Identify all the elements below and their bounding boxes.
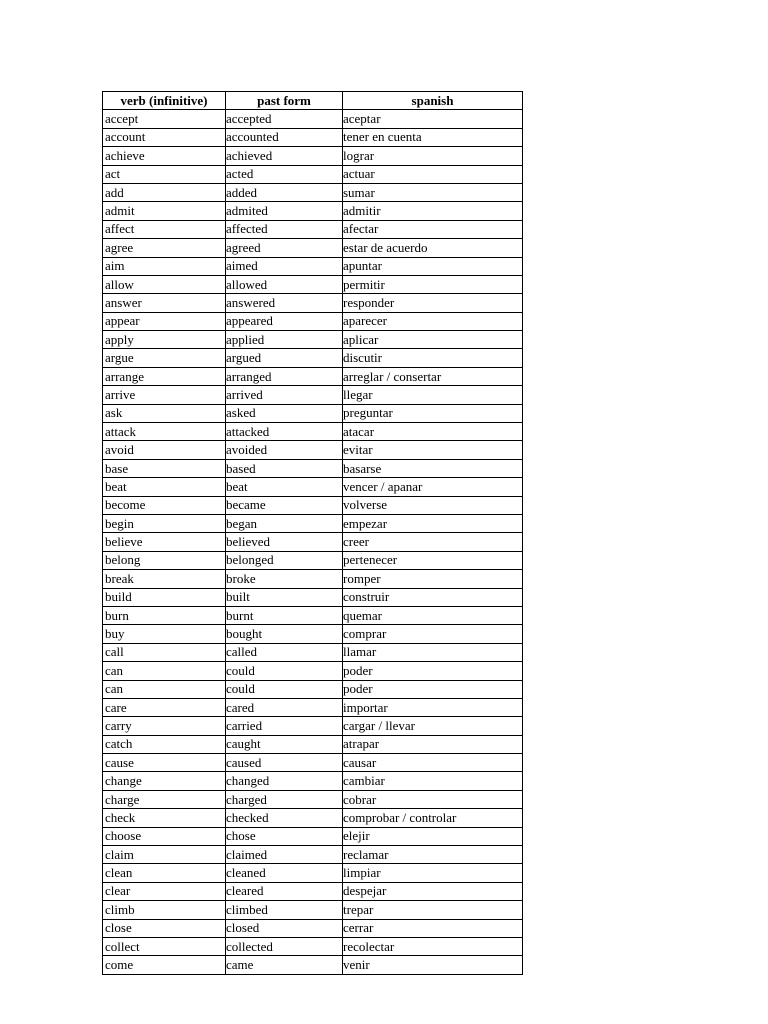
cell-verb: choose xyxy=(103,827,226,845)
cell-spanish: estar de acuerdo xyxy=(343,239,523,257)
table-row xyxy=(103,754,523,772)
cell-verb: agree xyxy=(103,239,226,257)
table-row xyxy=(103,202,523,220)
table-row xyxy=(103,128,523,146)
cell-verb: buy xyxy=(103,625,226,643)
table-row xyxy=(103,790,523,808)
table-row xyxy=(103,588,523,606)
cell-verb: achieve xyxy=(103,147,226,165)
cell-spanish: poder xyxy=(343,662,523,680)
cell-past-form: accepted xyxy=(226,110,343,128)
table-row xyxy=(103,919,523,937)
cell-verb: build xyxy=(103,588,226,606)
table-row xyxy=(103,717,523,735)
cell-past-form: admited xyxy=(226,202,343,220)
table-row xyxy=(103,846,523,864)
cell-spanish: responder xyxy=(343,294,523,312)
cell-verb: collect xyxy=(103,937,226,955)
cell-spanish: comprobar / controlar xyxy=(343,809,523,827)
table-row xyxy=(103,294,523,312)
cell-spanish: aparecer xyxy=(343,312,523,330)
cell-verb: beat xyxy=(103,478,226,496)
header-verb-infinitive: verb (infinitive) xyxy=(103,92,226,110)
cell-past-form: accounted xyxy=(226,128,343,146)
table-row xyxy=(103,478,523,496)
cell-verb: claim xyxy=(103,846,226,864)
cell-spanish: poder xyxy=(343,680,523,698)
cell-verb: close xyxy=(103,919,226,937)
cell-spanish: recolectar xyxy=(343,937,523,955)
cell-verb: arrange xyxy=(103,367,226,385)
cell-spanish: elejir xyxy=(343,827,523,845)
cell-verb: change xyxy=(103,772,226,790)
table-row xyxy=(103,735,523,753)
cell-spanish: tener en cuenta xyxy=(343,128,523,146)
cell-past-form: climbed xyxy=(226,901,343,919)
cell-past-form: argued xyxy=(226,349,343,367)
cell-verb: accept xyxy=(103,110,226,128)
cell-verb: can xyxy=(103,662,226,680)
cell-past-form: added xyxy=(226,183,343,201)
cell-past-form: agreed xyxy=(226,239,343,257)
table-row xyxy=(103,331,523,349)
table-row xyxy=(103,772,523,790)
cell-past-form: closed xyxy=(226,919,343,937)
cell-spanish: preguntar xyxy=(343,404,523,422)
cell-spanish: admitir xyxy=(343,202,523,220)
cell-past-form: based xyxy=(226,459,343,477)
table-row xyxy=(103,698,523,716)
cell-past-form: collected xyxy=(226,937,343,955)
cell-spanish: permitir xyxy=(343,275,523,293)
cell-past-form: beat xyxy=(226,478,343,496)
table-row xyxy=(103,312,523,330)
table-row xyxy=(103,349,523,367)
cell-verb: arrive xyxy=(103,386,226,404)
cell-verb: care xyxy=(103,698,226,716)
cell-verb: clear xyxy=(103,882,226,900)
table-row xyxy=(103,147,523,165)
table-row xyxy=(103,110,523,128)
cell-verb: attack xyxy=(103,423,226,441)
cell-past-form: cared xyxy=(226,698,343,716)
cell-spanish: venir xyxy=(343,956,523,974)
cell-verb: allow xyxy=(103,275,226,293)
table-row xyxy=(103,809,523,827)
cell-past-form: avoided xyxy=(226,441,343,459)
table-row xyxy=(103,882,523,900)
cell-spanish: importar xyxy=(343,698,523,716)
cell-verb: check xyxy=(103,809,226,827)
cell-spanish: basarse xyxy=(343,459,523,477)
cell-verb: charge xyxy=(103,790,226,808)
cell-past-form: achieved xyxy=(226,147,343,165)
cell-verb: argue xyxy=(103,349,226,367)
table-row xyxy=(103,459,523,477)
cell-spanish: limpiar xyxy=(343,864,523,882)
cell-spanish: volverse xyxy=(343,496,523,514)
cell-verb: begin xyxy=(103,514,226,532)
cell-past-form: applied xyxy=(226,331,343,349)
cell-spanish: cerrar xyxy=(343,919,523,937)
table-row xyxy=(103,404,523,422)
cell-verb: call xyxy=(103,643,226,661)
cell-spanish: causar xyxy=(343,754,523,772)
cell-past-form: affected xyxy=(226,220,343,238)
table-row xyxy=(103,386,523,404)
cell-spanish: atacar xyxy=(343,423,523,441)
table-row xyxy=(103,680,523,698)
cell-spanish: despejar xyxy=(343,882,523,900)
table-row xyxy=(103,165,523,183)
cell-past-form: checked xyxy=(226,809,343,827)
cell-verb: break xyxy=(103,570,226,588)
cell-spanish: romper xyxy=(343,570,523,588)
cell-verb: cause xyxy=(103,754,226,772)
cell-spanish: lograr xyxy=(343,147,523,165)
cell-past-form: called xyxy=(226,643,343,661)
cell-past-form: bought xyxy=(226,625,343,643)
cell-spanish: arreglar / consertar xyxy=(343,367,523,385)
cell-spanish: cargar / llevar xyxy=(343,717,523,735)
cell-past-form: cleared xyxy=(226,882,343,900)
table-row xyxy=(103,496,523,514)
cell-verb: affect xyxy=(103,220,226,238)
cell-verb: burn xyxy=(103,606,226,624)
cell-spanish: aplicar xyxy=(343,331,523,349)
cell-spanish: quemar xyxy=(343,606,523,624)
cell-past-form: chose xyxy=(226,827,343,845)
cell-spanish: cambiar xyxy=(343,772,523,790)
cell-verb: come xyxy=(103,956,226,974)
cell-spanish: construir xyxy=(343,588,523,606)
cell-spanish: evitar xyxy=(343,441,523,459)
cell-verb: clean xyxy=(103,864,226,882)
cell-past-form: acted xyxy=(226,165,343,183)
cell-spanish: llamar xyxy=(343,643,523,661)
cell-spanish: vencer / apanar xyxy=(343,478,523,496)
cell-spanish: actuar xyxy=(343,165,523,183)
table-row xyxy=(103,937,523,955)
cell-past-form: appeared xyxy=(226,312,343,330)
cell-spanish: pertenecer xyxy=(343,551,523,569)
cell-past-form: attacked xyxy=(226,423,343,441)
cell-past-form: caused xyxy=(226,754,343,772)
table-row xyxy=(103,643,523,661)
cell-spanish: comprar xyxy=(343,625,523,643)
cell-spanish: discutir xyxy=(343,349,523,367)
table-row xyxy=(103,441,523,459)
cell-past-form: charged xyxy=(226,790,343,808)
table-row xyxy=(103,275,523,293)
cell-verb: apply xyxy=(103,331,226,349)
table-row xyxy=(103,533,523,551)
cell-verb: belong xyxy=(103,551,226,569)
cell-past-form: claimed xyxy=(226,846,343,864)
cell-verb: carry xyxy=(103,717,226,735)
cell-past-form: burnt xyxy=(226,606,343,624)
table-row xyxy=(103,606,523,624)
cell-past-form: broke xyxy=(226,570,343,588)
verb-table xyxy=(102,91,523,975)
cell-spanish: trepar xyxy=(343,901,523,919)
table-row xyxy=(103,257,523,275)
cell-verb: believe xyxy=(103,533,226,551)
cell-past-form: answered xyxy=(226,294,343,312)
cell-past-form: cleaned xyxy=(226,864,343,882)
cell-spanish: apuntar xyxy=(343,257,523,275)
cell-past-form: caught xyxy=(226,735,343,753)
cell-verb: act xyxy=(103,165,226,183)
table-row xyxy=(103,514,523,532)
cell-spanish: empezar xyxy=(343,514,523,532)
cell-verb: climb xyxy=(103,901,226,919)
cell-past-form: came xyxy=(226,956,343,974)
cell-verb: avoid xyxy=(103,441,226,459)
table-row xyxy=(103,183,523,201)
cell-verb: base xyxy=(103,459,226,477)
cell-verb: catch xyxy=(103,735,226,753)
cell-past-form: allowed xyxy=(226,275,343,293)
table-row xyxy=(103,662,523,680)
cell-verb: can xyxy=(103,680,226,698)
table-row xyxy=(103,956,523,974)
cell-spanish: atrapar xyxy=(343,735,523,753)
cell-past-form: carried xyxy=(226,717,343,735)
cell-past-form: arranged xyxy=(226,367,343,385)
cell-verb: answer xyxy=(103,294,226,312)
cell-spanish: aceptar xyxy=(343,110,523,128)
cell-spanish: llegar xyxy=(343,386,523,404)
cell-past-form: belonged xyxy=(226,551,343,569)
cell-past-form: believed xyxy=(226,533,343,551)
cell-verb: ask xyxy=(103,404,226,422)
cell-past-form: changed xyxy=(226,772,343,790)
cell-spanish: cobrar xyxy=(343,790,523,808)
cell-past-form: aimed xyxy=(226,257,343,275)
table-row xyxy=(103,901,523,919)
cell-verb: appear xyxy=(103,312,226,330)
cell-verb: add xyxy=(103,183,226,201)
table-row xyxy=(103,625,523,643)
cell-past-form: arrived xyxy=(226,386,343,404)
table-row xyxy=(103,367,523,385)
table-header-row xyxy=(103,92,523,110)
cell-spanish: afectar xyxy=(343,220,523,238)
cell-spanish: sumar xyxy=(343,183,523,201)
cell-past-form: began xyxy=(226,514,343,532)
cell-spanish: creer xyxy=(343,533,523,551)
cell-past-form: could xyxy=(226,662,343,680)
cell-verb: aim xyxy=(103,257,226,275)
header-past-form: past form xyxy=(226,92,343,110)
table-body xyxy=(103,110,523,974)
table-row xyxy=(103,423,523,441)
cell-spanish: reclamar xyxy=(343,846,523,864)
cell-verb: admit xyxy=(103,202,226,220)
cell-verb: become xyxy=(103,496,226,514)
table-row xyxy=(103,827,523,845)
header-spanish: spanish xyxy=(343,92,523,110)
table-row xyxy=(103,570,523,588)
cell-past-form: asked xyxy=(226,404,343,422)
cell-past-form: became xyxy=(226,496,343,514)
cell-verb: account xyxy=(103,128,226,146)
cell-past-form: built xyxy=(226,588,343,606)
table-row xyxy=(103,239,523,257)
table-row xyxy=(103,864,523,882)
cell-past-form: could xyxy=(226,680,343,698)
table-row xyxy=(103,220,523,238)
table-row xyxy=(103,551,523,569)
